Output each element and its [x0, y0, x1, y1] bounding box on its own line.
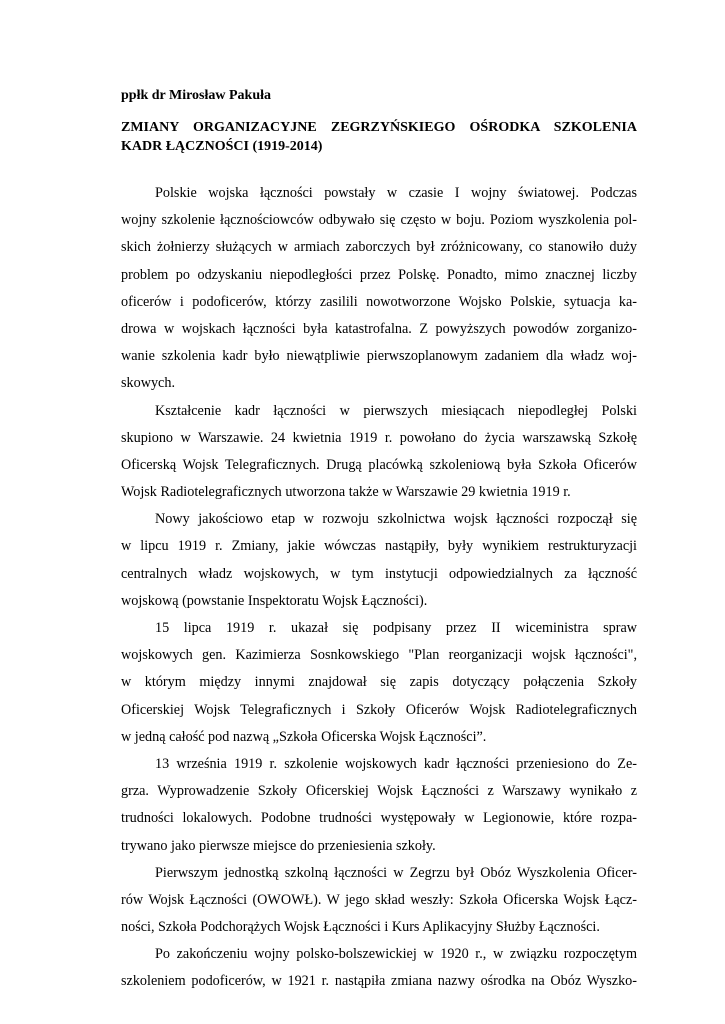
paragraph-line: Oficerskiej Wojsk Telegraficznych i Szkoły Oficerów Wojsk Radiotelegraficznych: [121, 701, 637, 718]
title-line: KADR ŁĄCZNOŚCI (1919-2014): [121, 139, 323, 154]
paragraph-line: wojskową (powstanie Inspektoratu Wojsk Łączności).: [121, 592, 428, 609]
paragraph-line: drowa w wojskach łączności była katastrofalna. Z powyższych powodów zorganizo-: [121, 320, 637, 337]
paragraph-line: trudności lokalowych. Podobne trudności występowały w Legionowie, które rozpa-: [121, 810, 637, 827]
paragraph: [121, 941, 637, 995]
paragraph-line: grza. Wyprowadzenie Szkoły Oficerskiej Wojsk Łączności z Warszawy wynikało z: [121, 783, 637, 800]
paragraph: [121, 860, 637, 942]
paragraph-line: oficerów i podoficerów, którzy zasilili nowotworzone Wojsko Polskie, sytuacja ka-: [121, 293, 637, 310]
paragraph-line: w lipcu 1919 r. Zmiany, jakie wówczas nastąpiły, były wynikiem restrukturyzacji: [121, 538, 637, 555]
paragraph-line: wanie szkolenia kadr było niewątpliwie pierwszoplanowym zadaniem dla władz woj-: [121, 348, 637, 365]
paragraph: [121, 615, 637, 751]
paragraph-line: Kształcenie kadr łączności w pierwszych miesiącach niepodległej Polski: [155, 402, 637, 419]
paragraph: [121, 506, 637, 615]
paragraph: [121, 751, 637, 860]
paragraph-line: wojny szkolenie łącznościowców odbywało się często w boju. Poziom wyszkolenia pol-: [121, 212, 637, 229]
paragraph-line: wojskowych gen. Kazimierza Sosnkowskiego "Plan reorganizacji wojsk łączności",: [121, 647, 637, 664]
paragraph: [121, 398, 637, 507]
paragraph-line: trywano jako pierwsze miejsce do przeniesienia szkoły.: [121, 837, 436, 854]
paragraph-line: skowych.: [121, 375, 175, 392]
paragraph-line: Polskie wojska łączności powstały w czasie I wojny światowej. Podczas: [155, 185, 637, 201]
paragraph-line: rów Wojsk Łączności (OWOWŁ). W jego skład weszły: Szkoła Oficerska Wojsk Łącz-: [121, 891, 637, 908]
paragraph-line: problem po odzyskaniu niepodległości przez Polskę. Ponadto, mimo znacznej liczby: [121, 266, 637, 283]
paragraph-line: centralnych władz wojskowych, w tym instytucji odpowiedzialnych za łączność: [121, 565, 637, 582]
document-body: [121, 180, 637, 996]
paragraph-line: 15 lipca 1919 r. ukazał się podpisany przez II wiceministra spraw: [155, 620, 637, 636]
paragraph-line: szkoleniem podoficerów, w 1921 r. nastąpiła zmiana nazwy ośrodka na Obóz Wyszko-: [121, 973, 637, 990]
paragraph-line: 13 września 1919 r. szkolenie wojskowych kadr łączności przeniesiono do Ze-: [155, 755, 637, 772]
paragraph-line: Po zakończeniu wojny polsko-bolszewickiej w 1920 r., w związku rozpoczętym: [155, 946, 637, 963]
paragraph-line: skich żołnierzy służących w armiach zaborczych był zróżnicowany, co stanowiło duży: [121, 239, 637, 256]
paragraph-line: w jedną całość pod nazwą „Szkoła Oficerska Wojsk Łączności”.: [121, 728, 487, 745]
paragraph: [121, 180, 637, 398]
paragraph-line: Pierwszym jednostką szkolną łączności w Zegrzu był Obóz Wyszkolenia Oficer-: [155, 864, 637, 881]
paragraph-line: skupiono w Warszawie. 24 kwietnia 1919 r. powołano do życia warszawską Szkołę: [121, 429, 637, 446]
author-line: ppłk dr Mirosław Pakuła: [121, 88, 272, 103]
paragraph-line: ności, Szkoła Podchorążych Wojsk Łączności i Kurs Aplikacyjny Służby Łączności.: [121, 919, 600, 936]
paragraph-line: Oficerską Wojsk Telegraficznych. Drugą placówką szkoleniową była Szkoła Oficerów: [121, 456, 637, 473]
paragraph-line: Wojsk Radiotelegraficznych utworzona także w Warszawie 29 kwietnia 1919 r.: [121, 484, 571, 501]
title-line: ZMIANY ORGANIZACYJNE ZEGRZYŃSKIEGO OŚRODKA SZKOLENIA: [121, 120, 637, 135]
paragraph-line: w którym między innymi znajdował się zapis dotyczący połączenia Szkoły: [121, 674, 637, 691]
document-title: [121, 118, 637, 156]
paragraph-line: Nowy jakościowo etap w rozwoju szkolnictwa wojsk łączności rozpoczął się: [155, 511, 637, 528]
